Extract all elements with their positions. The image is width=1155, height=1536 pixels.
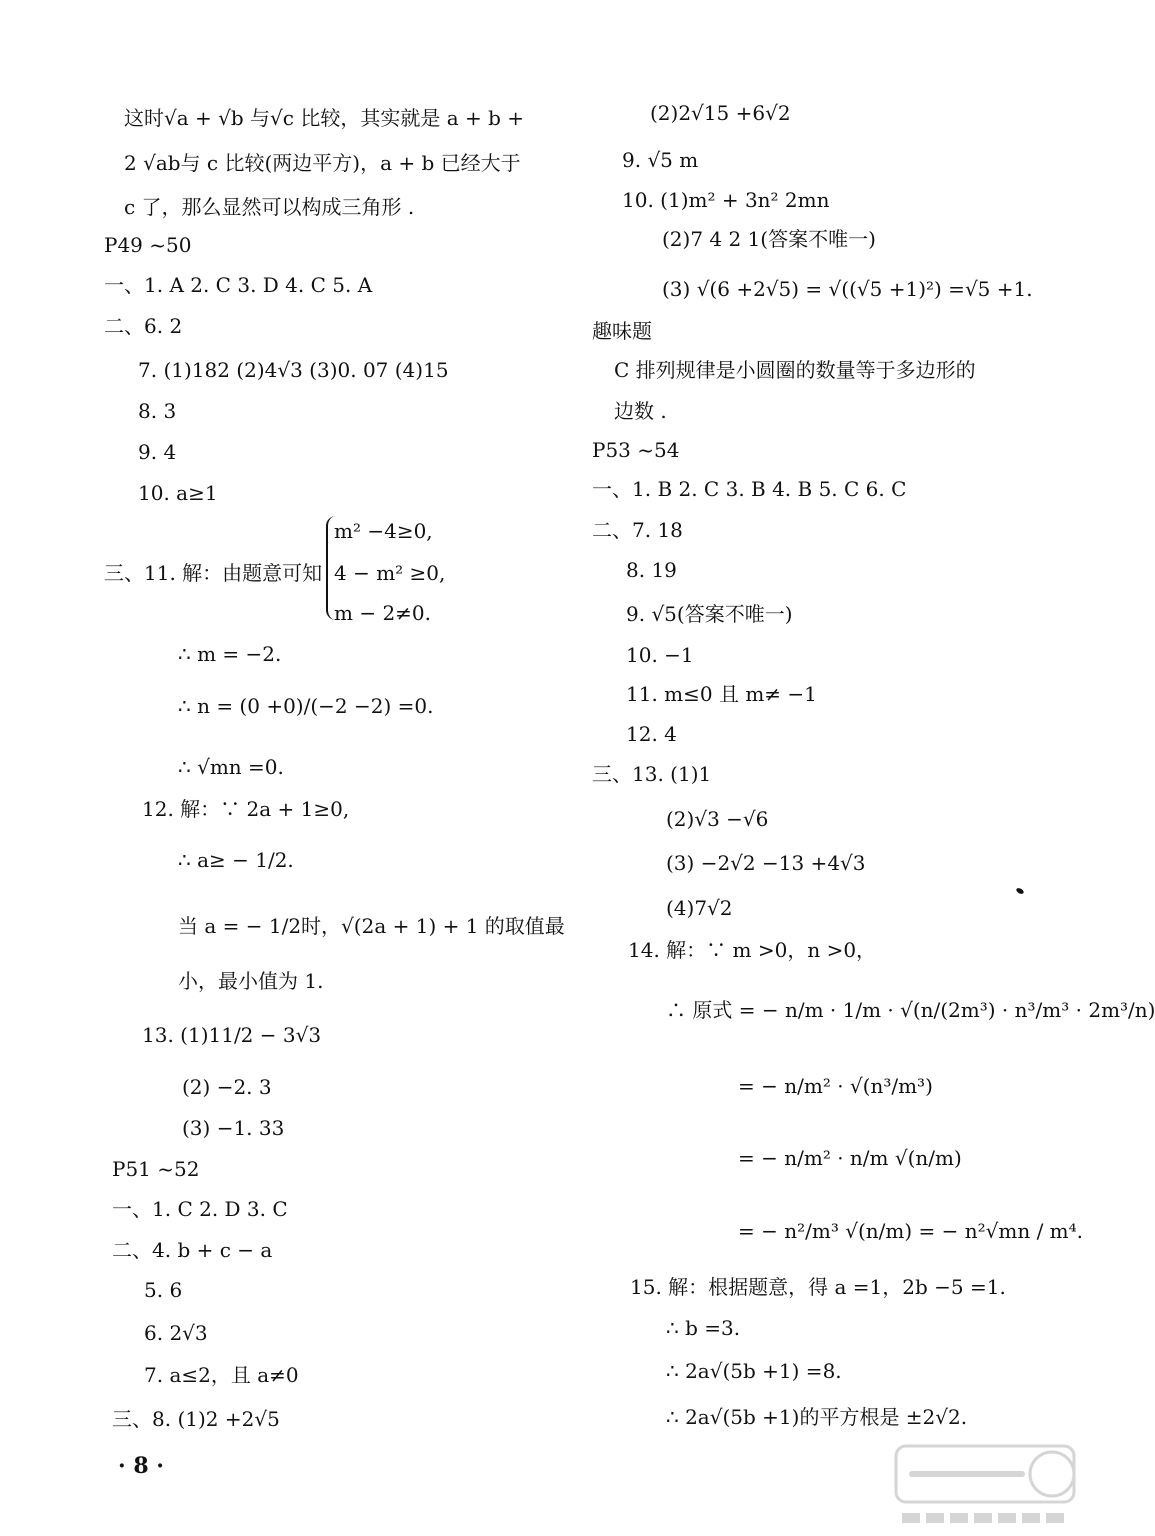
text-line: C 排列规律是小圆圈的数量等于多边形的 <box>614 358 976 382</box>
text-line: 2 √ab与 c 比较(两边平方)，a + b 已经大于 <box>124 151 521 175</box>
text-line: 二、6. 2 <box>104 314 183 338</box>
text-line: 15. 解：根据题意，得 a =1，2b −5 =1. <box>630 1275 1006 1299</box>
text-line: 7. a≤2，且 a≠0 <box>144 1363 299 1387</box>
text-line: 9. √5(答案不唯一) <box>626 602 793 626</box>
text-line: (3) −1. 33 <box>182 1116 285 1140</box>
text-line: 12. 4 <box>626 722 677 746</box>
text-line: 11. m≤0 且 m≠ −1 <box>626 682 817 706</box>
text-line: 三、13. (1)1 <box>592 762 712 786</box>
watermark-logo <box>892 1444 1078 1528</box>
text-line: 三、11. 解：由题意可知 <box>104 561 323 585</box>
text-line: ∴ b =3. <box>666 1316 741 1340</box>
text-line: c 了，那么显然可以构成三角形 . <box>124 195 415 219</box>
text-line: (4)7√2 <box>666 896 733 920</box>
text-line: 当 a = − 1/2时，√(2a + 1) + 1 的取值最 <box>178 914 565 938</box>
section-heading: 趣味题 <box>592 319 652 343</box>
text-line: 三、8. (1)2 +2√5 <box>112 1407 280 1431</box>
page-number: · 8 · <box>118 1453 164 1479</box>
text-line: m − 2≠0. <box>334 601 432 625</box>
text-line: 6. 2√3 <box>144 1321 208 1345</box>
text-line: ∴ 原式 = − n/m · 1/m · √(n/(2m³) · n³/m³ · 2m³/n) <box>666 998 1155 1022</box>
text-line: 7. (1)182 (2)4√3 (3)0. 07 (4)15 <box>138 358 449 382</box>
text-line: ∴ n = (0 +0)/(−2 −2) =0. <box>178 694 434 718</box>
text-line: ∴ 2a√(5b +1)的平方根是 ±2√2. <box>666 1405 968 1429</box>
text-line: 9. √5 m <box>622 148 699 172</box>
text-line: 边数 . <box>614 399 667 423</box>
text-line: ∴ a≥ − 1/2. <box>178 848 294 872</box>
text-line: 14. 解：∵ m >0，n >0， <box>628 938 877 962</box>
text-line: 8. 19 <box>626 558 677 582</box>
section-heading: P49 ~50 <box>104 233 192 257</box>
ink-mark <box>1015 887 1024 895</box>
text-line: (3) √(6 +2√5) = √((√5 +1)²) =√5 +1. <box>662 277 1033 301</box>
text-line: 4 − m² ≥0, <box>334 561 446 585</box>
text-line: ∴ m = −2. <box>178 642 282 666</box>
text-line: 二、7. 18 <box>592 518 683 542</box>
text-line: 一、1. C 2. D 3. C <box>112 1197 288 1221</box>
text-line: ∴ 2a√(5b +1) =8. <box>666 1359 842 1383</box>
text-line: = − n/m² · √(n³/m³) <box>738 1074 933 1098</box>
text-line: 13. (1)11/2 − 3√3 <box>142 1023 322 1047</box>
text-line: 10. −1 <box>626 643 694 667</box>
text-line: 二、4. b + c − a <box>112 1238 273 1262</box>
text-line: 5. 6 <box>144 1278 183 1302</box>
text-line: 小，最小值为 1. <box>178 969 324 993</box>
text-line: (2)√3 −√6 <box>666 807 769 831</box>
text-line: 8. 3 <box>138 399 177 423</box>
text-line: ∴ √mn =0. <box>178 755 284 779</box>
text-line: 9. 4 <box>138 440 177 464</box>
text-line: m² −4≥0, <box>334 519 433 543</box>
section-heading: P51 ~52 <box>112 1157 200 1181</box>
text-line: = − n²/m³ √(n/m) = − n²√mn / m⁴. <box>738 1219 1084 1243</box>
text-line: 10. (1)m² + 3n² 2mn <box>622 188 830 212</box>
text-line: 12. 解：∵ 2a + 1≥0, <box>142 797 350 821</box>
watermark-icon <box>892 1444 1078 1528</box>
text-line: (3) −2√2 −13 +4√3 <box>666 851 866 875</box>
text-line: 这时√a + √b 与√c 比较，其实就是 a + b + <box>124 106 525 130</box>
text-line: (2)2√15 +6√2 <box>650 101 791 125</box>
text-line: 一、1. A 2. C 3. D 4. C 5. A <box>104 273 373 297</box>
text-line: 一、1. B 2. C 3. B 4. B 5. C 6. C <box>592 477 907 501</box>
text-line: (2) −2. 3 <box>182 1075 272 1099</box>
text-line: 10. a≥1 <box>138 481 218 505</box>
text-line: (2)7 4 2 1(答案不唯一) <box>662 227 876 251</box>
text-line: = − n/m² · n/m √(n/m) <box>738 1146 962 1170</box>
section-heading: P53 ~54 <box>592 438 680 462</box>
